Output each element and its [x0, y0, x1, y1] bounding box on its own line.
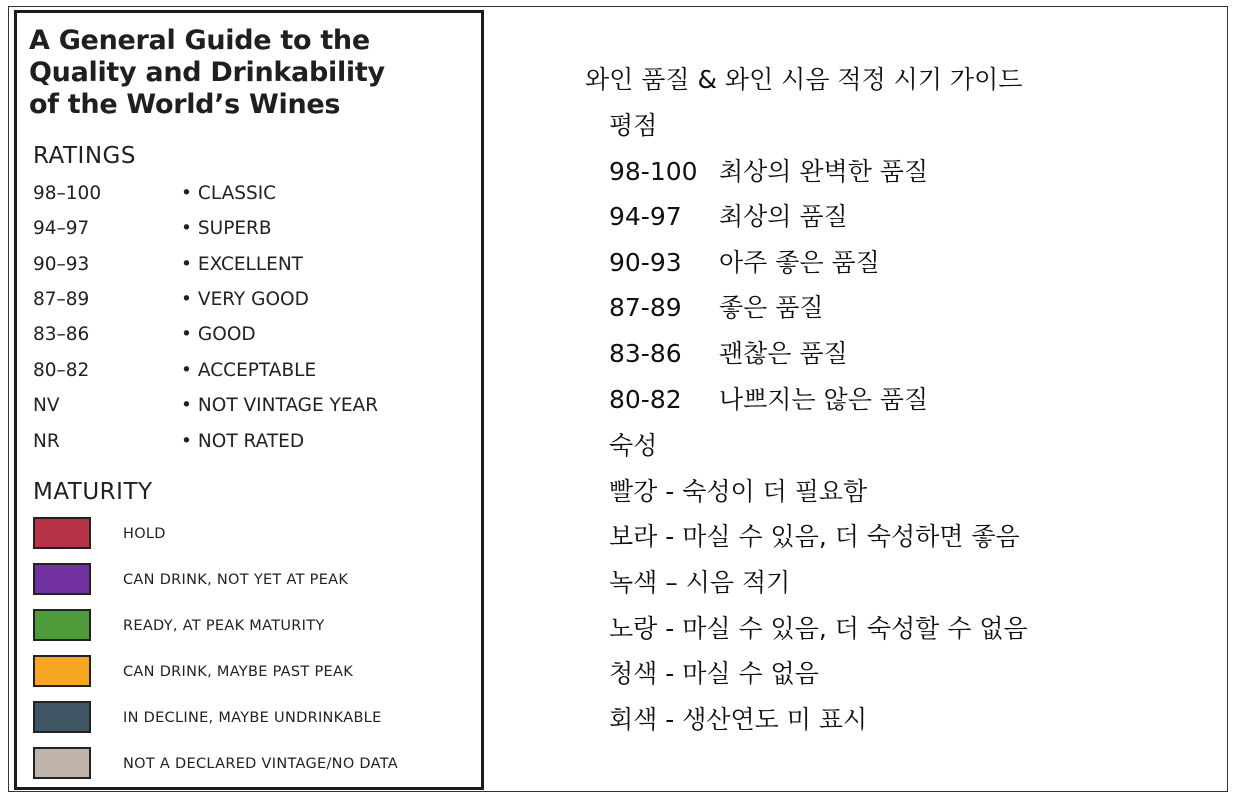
korean-rating-score: 83-86: [609, 339, 682, 368]
rating-label: • CLASSIC: [181, 183, 276, 204]
maturity-label: CAN DRINK, MAYBE PAST PEAK: [123, 664, 354, 680]
korean-rating-score: 90-93: [609, 248, 682, 277]
korean-rating-label: 괜찮은 품질: [719, 339, 848, 368]
korean-rating-label: 최상의 완벽한 품질: [719, 157, 929, 186]
maturity-row: [33, 609, 473, 643]
rating-score: NR: [33, 431, 60, 452]
korean-rating-label: 좋은 품질: [719, 293, 824, 322]
rating-score: 83–86: [33, 324, 90, 345]
korean-rating-row: [609, 152, 928, 188]
maturity-swatch-ready: [33, 609, 91, 641]
rating-score: NV: [33, 395, 60, 416]
korean-maturity-heading: 숙성: [609, 431, 658, 460]
korean-rating-row: [609, 197, 848, 233]
english-guide-panel: [14, 10, 484, 790]
rating-label: • SUPERB: [181, 218, 272, 239]
korean-rating-score: 80-82: [609, 385, 682, 414]
maturity-label: CAN DRINK, NOT YET AT PEAK: [123, 572, 349, 588]
korean-rating-row: [609, 334, 848, 370]
maturity-label: HOLD: [123, 526, 166, 542]
korean-rating-row: [609, 380, 928, 416]
maturity-swatch-hold: [33, 517, 91, 549]
maturity-label: NOT A DECLARED VINTAGE/NO DATA: [123, 756, 398, 772]
maturity-heading: MATURITY: [33, 479, 153, 505]
rating-label: • NOT VINTAGE YEAR: [181, 395, 378, 416]
maturity-swatch-no-data: [33, 747, 91, 779]
maturity-label: IN DECLINE, MAYBE UNDRINKABLE: [123, 710, 382, 726]
rating-label: • VERY GOOD: [181, 289, 309, 310]
korean-rating-row: [609, 243, 880, 279]
rating-label: • ACCEPTABLE: [181, 360, 316, 381]
korean-maturity-line: 빨강 - 숙성이 더 필요함: [609, 477, 868, 506]
korean-rating-row: [609, 288, 824, 324]
rating-label: • NOT RATED: [181, 431, 304, 452]
korean-rating-label: 나쁘지는 않은 품질: [719, 385, 929, 414]
korean-ratings-heading: 평점: [609, 111, 658, 140]
korean-rating-label: 최상의 품질: [719, 202, 848, 231]
korean-maturity-line: 녹색 – 시음 적기: [609, 568, 791, 597]
korean-rating-score: 87-89: [609, 293, 682, 322]
maturity-row: [33, 655, 473, 689]
korean-maturity-line: 회색 - 생산연도 미 표시: [609, 705, 868, 734]
korean-title: 와인 품질 & 와인 시음 적정 시기 가이드: [585, 65, 1023, 94]
korean-maturity-line: 노랑 - 마실 수 있음, 더 숙성할 수 없음: [609, 614, 1028, 643]
rating-label: • GOOD: [181, 324, 256, 345]
maturity-swatch-decline: [33, 701, 91, 733]
korean-rating-score: 98-100: [609, 157, 698, 186]
korean-rating-score: 94-97: [609, 202, 682, 231]
maturity-row: [33, 563, 473, 597]
rating-label: • EXCELLENT: [181, 254, 303, 275]
maturity-row: [33, 701, 473, 735]
rating-score: 80–82: [33, 360, 90, 381]
rating-score: 90–93: [33, 254, 90, 275]
maturity-swatch-past-peak: [33, 655, 91, 687]
maturity-row: [33, 747, 473, 781]
maturity-swatch-can-drink: [33, 563, 91, 595]
korean-maturity-line: 청색 - 마실 수 없음: [609, 659, 819, 688]
maturity-label: READY, AT PEAK MATURITY: [123, 618, 325, 634]
rating-score: 98–100: [33, 183, 102, 204]
rating-score: 87–89: [33, 289, 90, 310]
ratings-heading: RATINGS: [33, 143, 136, 169]
korean-rating-label: 아주 좋은 품질: [719, 248, 880, 277]
guide-title: A General Guide to the Quality and Drinkability of the World’s Wines: [29, 25, 385, 120]
korean-maturity-line: 보라 - 마실 수 있음, 더 숙성하면 좋음: [609, 522, 1020, 551]
maturity-row: [33, 517, 473, 551]
rating-score: 94–97: [33, 218, 90, 239]
